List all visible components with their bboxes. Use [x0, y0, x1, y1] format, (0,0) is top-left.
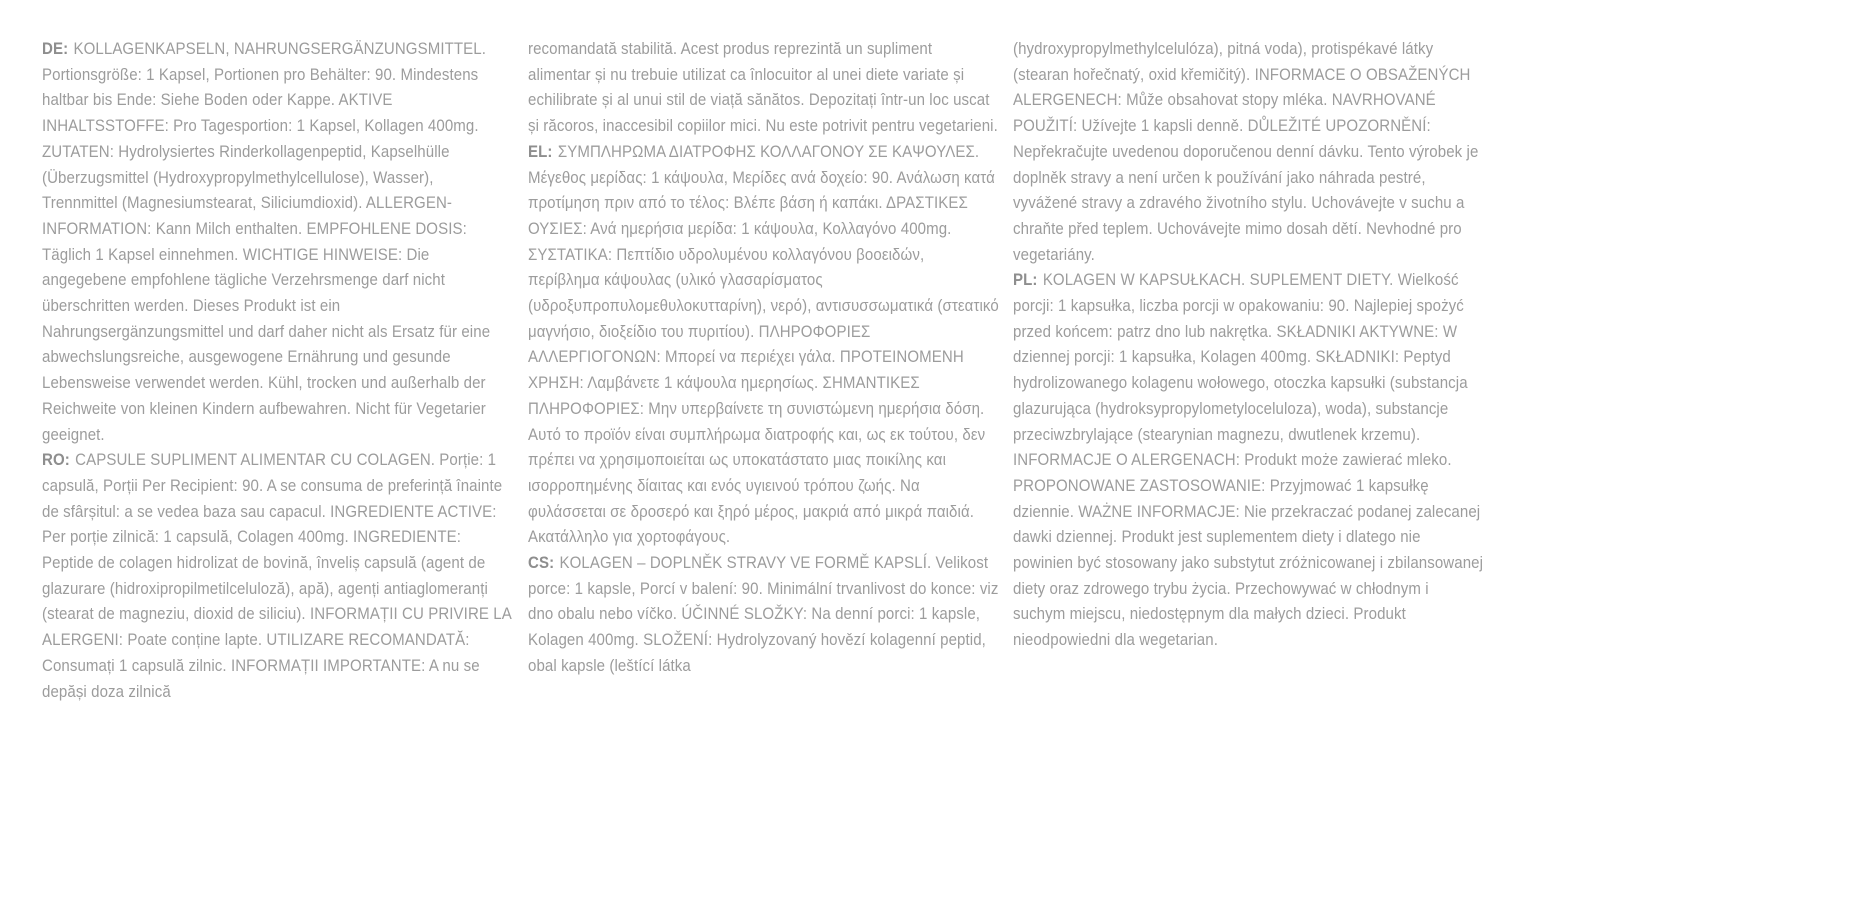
language-text-ro-continued: recomandată stabilită. Acest produs reprezintă un supliment alimentar și nu trebuie utilizat ca înlocuitor al unei diete variate și echilibrate și al unui stil de viață sănătos. Depozitați într-un loc uscat și răcoros, inaccesibil copiilor mici. Nu este potrivit pentru vegetarieni.	[528, 39, 998, 136]
language-block-pl	[1013, 267, 1484, 653]
language-text-ro: CAPSULE SUPLIMENT ALIMENTAR CU COLAGEN. Porție: 1 capsulă, Porții Per Recipient: 90. A se consuma de preferință înainte de sfârșitul: a se vedea baza sau capacul. INGREDIENTE ACTIVE: Per porție zilnică: 1 capsulă, Colagen 400mg. INGREDIENTE: Peptide de colagen hidrolizat de bovină, înveliș capsulă (agent de glazurare (hidroxipropilmetilceluloză), apă), agenți antiaglomeranți (stearat de magneziu, dioxid de siliciu). INFORMAȚII CU PRIVIRE LA ALERGENI: Poate conține lapte. UTILIZARE RECOMANDATĂ: Consumați 1 capsulă zilnic. INFORMAȚII IMPORTANTE: A nu se depăși doza zilnică	[42, 450, 512, 701]
language-code-cs: CS:	[528, 553, 555, 573]
language-block-de	[42, 36, 513, 447]
label-column-1	[42, 36, 513, 704]
language-text-pl: KOLAGEN W KAPSUŁKACH. SUPLEMENT DIETY. Wielkość porcji: 1 kapsułka, liczba porcji w opakowaniu: 90. Najlepiej spożyć przed końcem: patrz dno lub nakrętka. SKŁADNIKI AKTYWNE: W dziennej porcji: 1 kapsułka, Kolagen 400mg. SKŁADNIKI: Peptyd hydrolizowanego kolagenu wołowego, otoczka kapsułki (substancja glazurująca (hydroksypropylometyloceluloza), woda), substancje przeciwzbrylające (stearynian magnezu, dwutlenek krzemu). INFORMACJE O ALERGENACH: Produkt może zawierać mleko. PROPONOWANE ZASTOSOWANIE: Przyjmować 1 kapsułkę dziennie. WAŻNE INFORMACJE: Nie przekraczać podanej zalecanej dawki dziennej. Produkt jest suplementem diety i dlatego nie powinien być stosowany jako substytut zróżnicowanej i zbilansowanej diety oraz zdrowego trybu życia. Przechowywać w chłodnym i suchym miejscu, niedostępnym dla małych dzieci. Produkt nieodpowiedni dla wegetarian.	[1013, 270, 1484, 650]
language-text-de: KOLLAGENKAPSELN, NAHRUNGSERGÄNZUNGSMITTEL. Portionsgröße: 1 Kapsel, Portionen pro Behälter: 90. Mindestens haltbar bis Ende: Siehe Boden oder Kappe. AKTIVE INHALTSSTOFFE: Pro Tagesportion: 1 Kapsel, Kollagen 400mg. ZUTATEN: Hydrolysiertes Rinderkollagenpeptid, Kapselhülle (Überzugsmittel (Hydroxypropylmethylcellulose), Wasser), Trennmittel (Magnesiumstearat, Siliciumdioxid). ALLERGEN-INFORMATION: Kann Milch enthalten. EMPFOHLENE DOSIS: Täglich 1 Kapsel einnehmen. WICHTIGE HINWEISE: Die angegebene empfohlene tägliche Verzehrsmenge darf nicht überschritten werden. Dieses Produkt ist ein Nahrungsergänzungsmittel und darf daher nicht als Ersatz für eine abwechslungsreiche, ausgewogene Ernährung und gesunde Lebensweise verwendet werden. Kühl, trocken und außerhalb der Reichweite von kleinen Kindern aufbewahren. Nicht für Vegetarier geeignet.	[42, 39, 491, 444]
label-column-3	[1013, 36, 1484, 653]
language-code-ro: RO:	[42, 450, 70, 470]
language-block-cs-continued	[1013, 36, 1484, 267]
language-text-cs: KOLAGEN – DOPLNĚK STRAVY VE FORMĚ KAPSLÍ. Velikost porce: 1 kapsle, Porcí v balení: 90. Minimální trvanlivost do konce: viz dno obalu nebo víčko. ÚČINNÉ SLOŽKY: Na denní porci: 1 kapsle, Kolagen 400mg. SLOŽENÍ: Hydrolyzovaný hovězí kolagenní peptid, obal kapsle (leštící látka	[528, 553, 999, 675]
language-text-el: ΣΥΜΠΛΗΡΩΜΑ ΔΙΑΤΡΟΦΗΣ ΚΟΛΛΑΓΟΝΟΥ ΣΕ ΚΑΨΟΥΛΕΣ. Μέγεθος μερίδας: 1 κάψουλα, Μερίδες ανά δοχείο: 90. Ανάλωση κατά προτίμηση πριν από το τέλος: Βλέπε βάση ή καπάκι. ΔΡΑΣΤΙΚΕΣ ΟΥΣΙΕΣ: Ανά ημερήσια μερίδα: 1 κάψουλα, Κολλαγόνο 400mg. ΣΥΣΤΑΤΙΚΑ: Πεπτίδιο υδρολυμένου κολλαγόνου βοοειδών, περίβλημα κάψουλας (υλικό γλασαρίσματος (υδροξυπροπυλομεθυλοκυτταρίνη), νερό), αντισυσσωματικά (στεατικό μαγνήσιο, διοξείδιο του πυριτίου). ΠΛΗΡΟΦΟΡΙΕΣ ΑΛΛΕΡΓΙΟΓΟΝΩΝ: Μπορεί να περιέχει γάλα. ΠΡΟΤΕΙΝΟΜΕΝΗ ΧΡΗΣΗ: Λαμβάνετε 1 κάψουλα ημερησίως. ΣΗΜΑΝΤΙΚΕΣ ΠΛΗΡΟΦΟΡΙΕΣ: Μην υπερβαίνετε τη συνιστώμενη ημερήσια δόση. Αυτό το προϊόν είναι συμπλήρωμα διατροφής και, ως εκ τούτου, δεν πρέπει να χρησιμοποιείται ως υποκατάστατο μιας ποικίλης και ισορροπημένης δίαιτας και ενός υγιεινού τρόπου ζωής. Να φυλάσσεται σε δροσερό και ξηρό μέρος, μακριά από μικρά παιδιά. Ακατάλληλο για χορτοφάγους.	[528, 141, 999, 547]
language-block-ro-continued	[528, 36, 999, 139]
language-block-el	[528, 139, 999, 550]
language-code-pl: PL:	[1013, 270, 1038, 290]
language-code-de: DE:	[42, 39, 69, 58]
language-block-ro	[42, 447, 513, 704]
language-block-cs	[528, 550, 999, 679]
language-code-el: EL:	[528, 141, 553, 161]
language-text-cs-continued: (hydroxypropylmethylcelulóza), pitná voda), protispékavé látky (stearan hořečnatý, oxid křemičitý). INFORMACE O OBSAŽENÝCH ALERGENECH: Může obsahovat stopy mléka. NAVRHOVANÉ POUŽITÍ: Užívejte 1 kapsli denně. DŮLEŽITÉ UPOZORNĚNÍ: Nepřekračujte uvedenou doporučenou denní dávku. Tento výrobek je doplněk stravy a není určen k používání jako náhrada pestré, vyvážené stravy a zdravého životního stylu. Uchovávejte v suchu a chraňte před teplem. Uchovávejte mimo dosah dětí. Nevhodné pro vegetariány.	[1013, 39, 1479, 264]
label-column-2	[528, 36, 999, 679]
